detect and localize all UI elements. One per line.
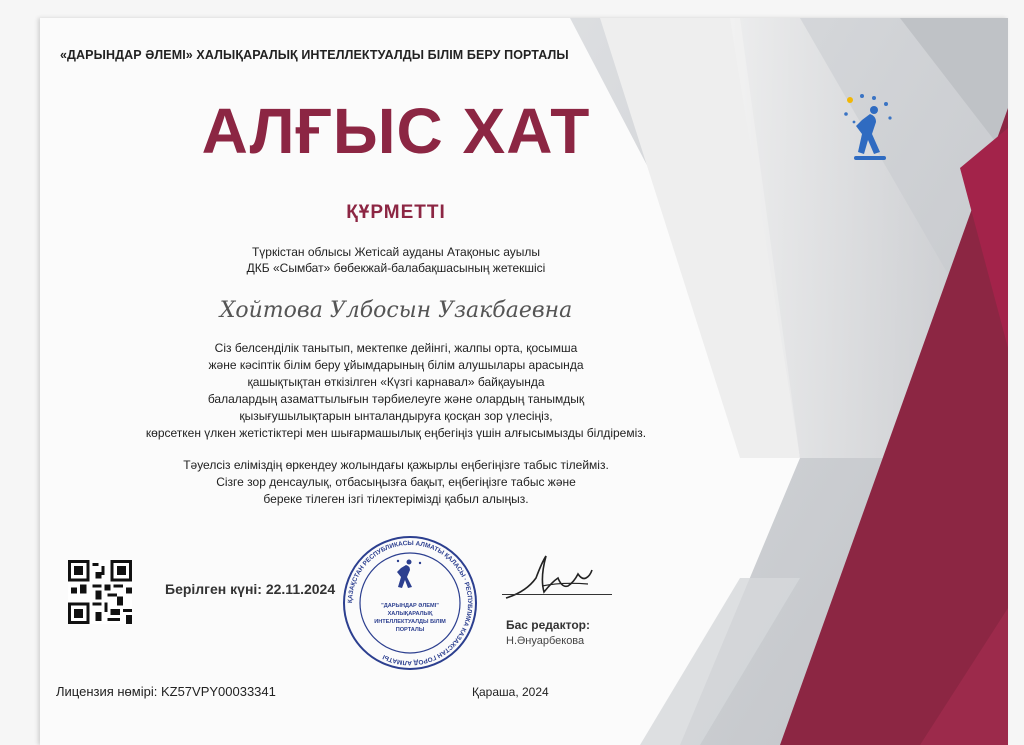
footer-date: Қараша, 2024 bbox=[472, 685, 549, 699]
certificate-title: АЛҒЫС ХАТ bbox=[201, 95, 591, 167]
license-number: Лицензия нөмірі: KZ57VPY00033341 bbox=[56, 684, 276, 699]
body-line: балалардың азаматтылығын тәрбиелеуге және олардың танымдық bbox=[207, 392, 585, 406]
wish-line: Тәуелсіз еліміздің өркендеу жолындағы қажырлы еңбегіңізге табыс тілейміз. bbox=[183, 458, 609, 472]
stamp-inner-text: ПОРТАЛЫ bbox=[395, 627, 425, 633]
qr-code-icon bbox=[68, 560, 132, 624]
signature-line bbox=[502, 594, 612, 595]
portal-name: «ДАРЫНДАР ӘЛЕМІ» ХАЛЫҚАРАЛЫҚ ИНТЕЛЛЕКТУАЛДЫ БІЛІМ БЕРУ ПОРТАЛЫ bbox=[60, 48, 569, 62]
body-line: қызығушылықтарын ынталандыруға қосқан зор үлесіңіз, bbox=[239, 409, 553, 423]
respected-heading: ҚҰРМЕТТІ bbox=[346, 202, 446, 223]
body-line: қашықтықтан өткізілген «Күзгі карнавал» байқауында bbox=[247, 375, 545, 389]
portal-logo-icon bbox=[840, 92, 900, 172]
stamp-inner-text: ИНТЕЛЛЕКТУАЛДЫ БІЛІМ bbox=[374, 619, 446, 625]
recipient-name: Хойтова Улбосын Узакбаевна bbox=[219, 298, 573, 323]
editor-title: Бас редактор: bbox=[506, 618, 590, 632]
stamp-inner-text: "ДАРЫНДАР ӘЛЕМІ" bbox=[381, 603, 439, 609]
stamp-ring-text: ҚАЗАҚСТАН РЕСПУБЛИКАСЫ АЛМАТЫ ҚАЛАСЫ · РЕСПУБЛИКА КАЗАХСТАН ГОРОД АЛМАТЫ bbox=[346, 539, 474, 667]
body-line: және кәсіптік білім беру ұйымдарының білім алушылары арасында bbox=[208, 358, 584, 372]
editor-name: Н.Әнуарбекова bbox=[506, 635, 585, 647]
signature-icon bbox=[502, 548, 612, 608]
wish-line: береке тілеген ізгі тілектерімізді қабыл алыңыз. bbox=[263, 492, 529, 506]
stamp-inner-text: ХАЛЫҚАРАЛЫҚ bbox=[387, 611, 433, 617]
body-line: көрсеткен үлкен жетістіктері мен шығармашылық еңбегіңіз үшін алғысымызды білдіреміз. bbox=[145, 426, 647, 440]
body-line: Сіз белсенділік танытып, мектепке дейінгі, жалпы орта, қосымша bbox=[214, 341, 578, 355]
issued-date: Берілген күні: 22.11.2024 bbox=[165, 581, 336, 597]
recipient-line: ДКБ «Сымбат» бөбекжай-балабақшасының жетекшісі bbox=[246, 261, 546, 275]
recipient-line: Түркістан облысы Жетісай ауданы Атақоныс ауылы bbox=[251, 245, 541, 259]
official-stamp-icon bbox=[340, 533, 480, 673]
wish-line: Сізге зор денсаулық, отбасыңызға бақыт, еңбегіңізге табыс және bbox=[216, 475, 576, 489]
certificate-sheet bbox=[40, 18, 1008, 745]
